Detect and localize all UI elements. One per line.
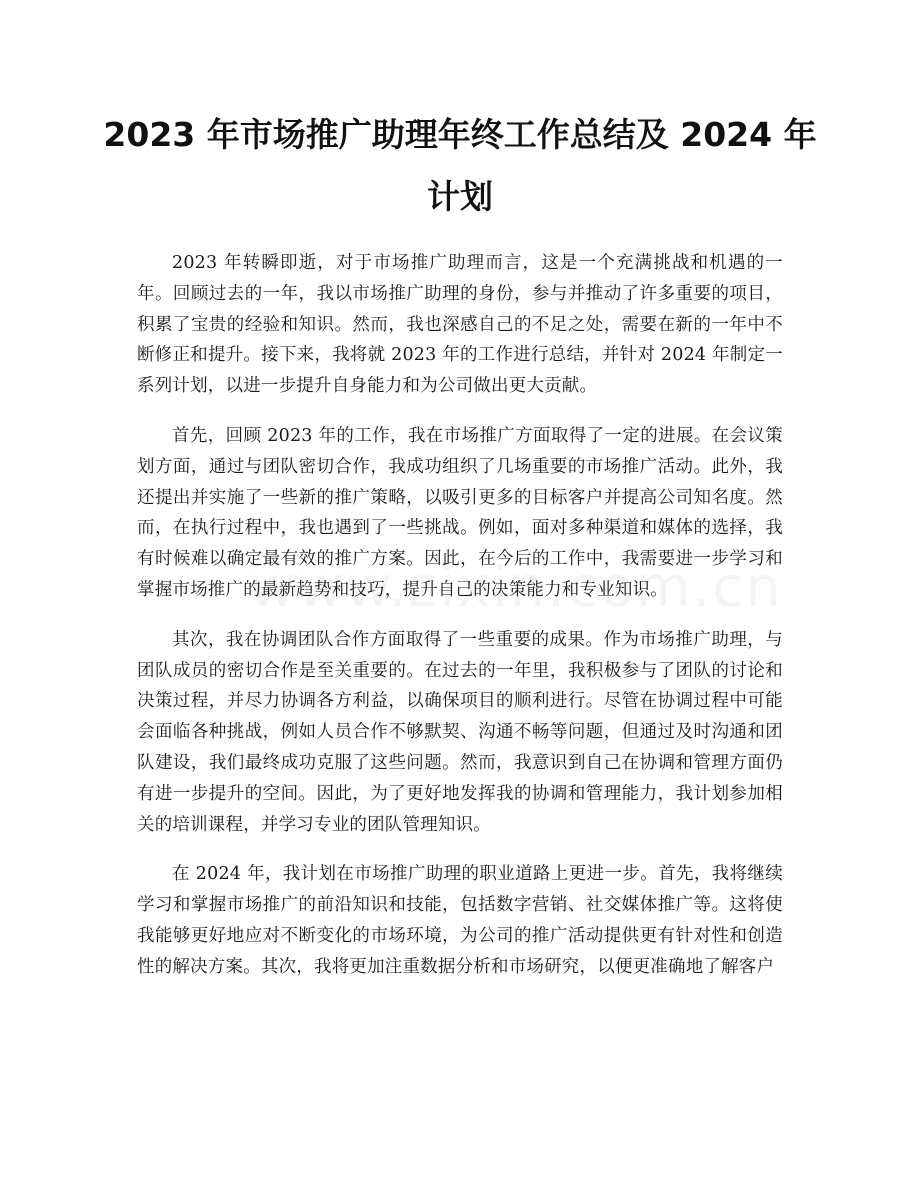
paragraph-review-marketing: 首先，回顾 2023 年的工作，我在市场推广方面取得了一定的进展。在会议策划方面，通过与团队密切合作，我成功组织了几场重要的市场推广活动。此外，我还提出并实施了一些新的推广策略，以吸引更多的目标客户并提高公司知名度。然而，在执行过程中，我也遇到了一些挑战。例如，面对多种渠道和媒体的选择，我有时候难以确定最有效的推广方案。因此，在今后的工作中，我需要进一步学习和掌握市场推广的最新趋势和技巧，提升自己的决策能力和专业知识。 <box>137 425 783 600</box>
document-title: 2023 年市场推广助理年终工作总结及 2024 年计划 <box>103 115 817 216</box>
paragraph-plan-2024: 在 2024 年，我计划在市场推广助理的职业道路上更进一步。首先，我将继续学习和掌握市场推广的前沿知识和技能，包括数字营销、社交媒体推广等。这将使我能够更好地应对不断变化的市场环境，为公司的推广活动提供更有针对性和创造性的解决方案。其次，我将更加注重数据分析和市场研究，以便更准确地了解客户 <box>137 864 783 977</box>
paragraph-intro: 2023 年转瞬即逝，对于市场推广助理而言，这是一个充满挑战和机遇的一年。回顾过去的一年，我以市场推广助理的身份，参与并推动了许多重要的项目，积累了宝贵的经验和知识。然而，我也深感自己的不足之处，需要在新的一年中不断修正和提升。接下来，我将就 2023 年的工作进行总结，并针对 2024 年制定一系列计划，以进一步提升自身能力和为公司做出更大贡献。 <box>137 253 783 397</box>
paragraph-review-teamwork: 其次，我在协调团队合作方面取得了一些重要的成果。作为市场推广助理，与团队成员的密切合作是至关重要的。在过去的一年里，我积极参与了团队的讨论和决策过程，并尽力协调各方利益，以确保项目的顺利进行。尽管在协调过程中可能会面临各种挑战，例如人员合作不够默契、沟通不畅等问题，但通过及时沟通和团队建设，我们最终成功克服了这些问题。然而，我意识到自己在协调和管理方面仍有进一步提升的空间。因此，为了更好地发挥我的协调和管理能力，我计划参加相关的培训课程，并学习专业的团队管理知识。 <box>137 629 783 835</box>
document-body <box>137 248 783 1002</box>
